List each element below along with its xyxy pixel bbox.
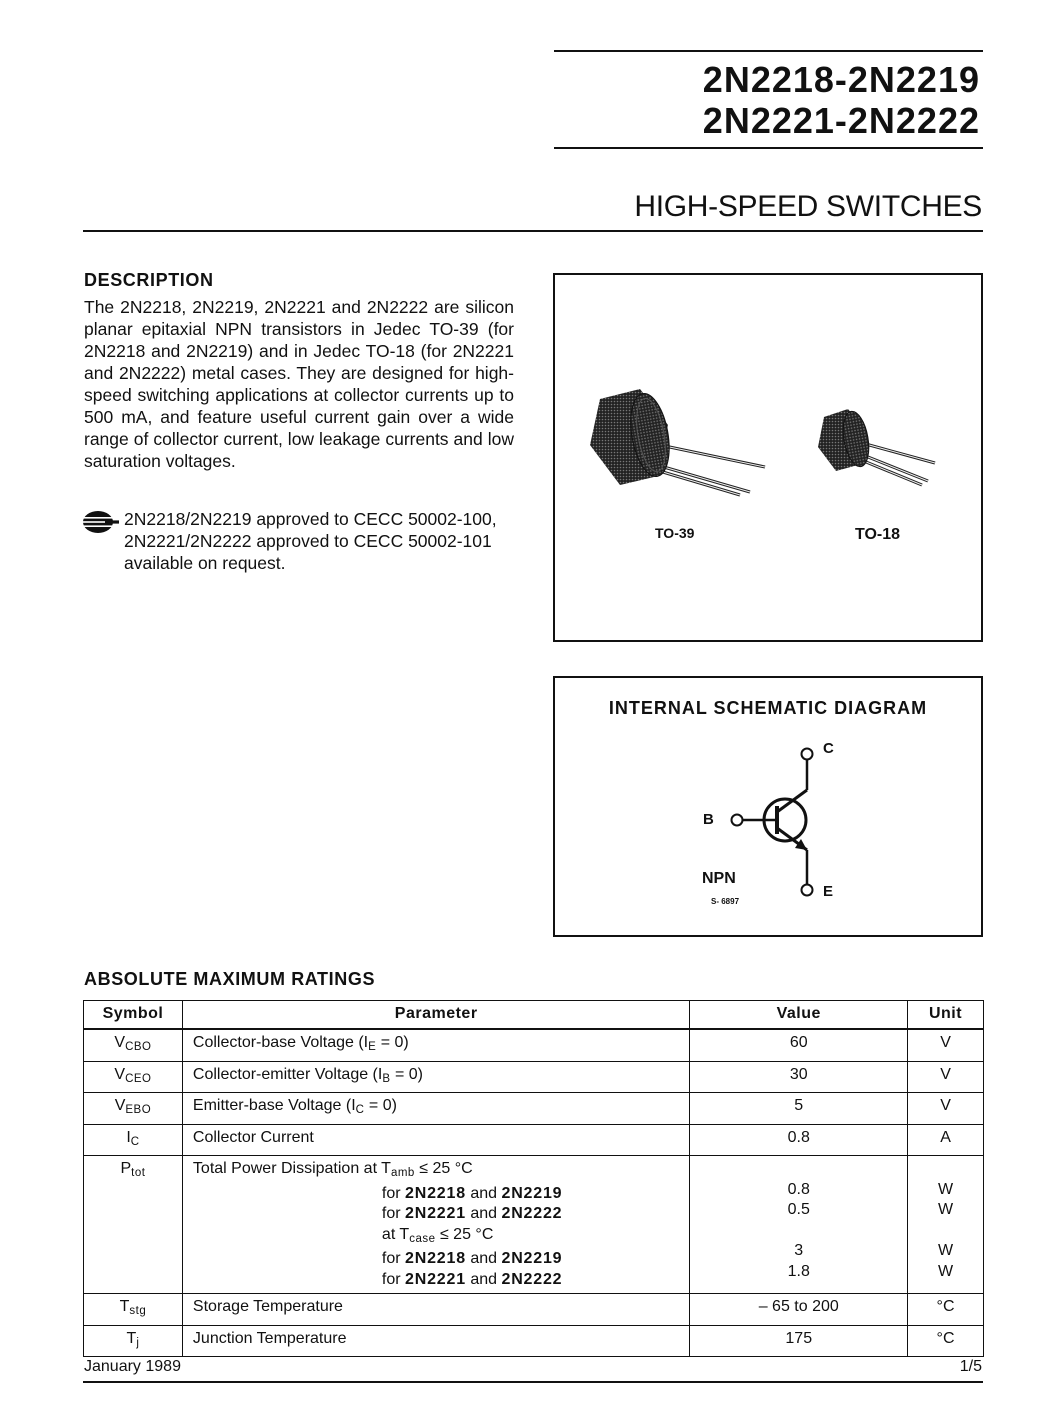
- symbol-cell: $T_j$: [84, 1325, 183, 1357]
- unit-cell: W W W W: [908, 1156, 984, 1294]
- parameter-cell: Storage Temperature: [182, 1294, 690, 1326]
- schematic-code: S- 6897: [711, 897, 740, 906]
- parameter-cell: Collector-base Voltage $(I_E = 0)$: [182, 1029, 690, 1061]
- value-cell: 0.8 0.5 3 1.8: [690, 1156, 908, 1294]
- header-unit: Unit: [908, 1001, 984, 1030]
- header-top-rule: [554, 50, 983, 52]
- description-title: DESCRIPTION: [84, 270, 214, 290]
- footer-rule: [83, 1381, 983, 1383]
- symbol-cell: $I_C$: [84, 1124, 183, 1156]
- table-row-power-dissipation: [84, 1156, 984, 1294]
- table-row: [84, 1124, 984, 1156]
- value-cell: – 65 to 200: [690, 1294, 908, 1326]
- parameter-cell: Junction Temperature: [182, 1325, 690, 1357]
- ratings-title: ABSOLUTE MAXIMUM RATINGS: [84, 969, 376, 989]
- parameter-cell: Emitter-base Voltage $(I_C = 0)$: [182, 1093, 690, 1125]
- to39-package-image: [580, 385, 800, 500]
- parameter-cell: Collector Current: [182, 1124, 690, 1156]
- part-number-line-1: 2N2218-2N2219: [702, 59, 980, 100]
- header-value: Value: [690, 1001, 908, 1030]
- table-row: [84, 1093, 984, 1125]
- value-cell: 30: [690, 1061, 908, 1093]
- pin-c-label: C: [823, 740, 834, 757]
- table-row: [84, 1325, 984, 1357]
- header-mid-rule: [554, 147, 983, 149]
- unit-cell: V: [908, 1093, 984, 1125]
- footer-date: January 1989: [84, 1358, 181, 1375]
- header-bottom-rule: [83, 230, 983, 232]
- part-number-line-2: 2N2221-2N2222: [702, 100, 980, 141]
- ratings-table: [83, 1000, 984, 1357]
- package-figure: [553, 273, 983, 642]
- value-cell: 60: [690, 1029, 908, 1061]
- table-header-row: [84, 1001, 984, 1030]
- unit-cell: °C: [908, 1294, 984, 1326]
- unit-cell: A: [908, 1124, 984, 1156]
- table-row: [84, 1029, 984, 1061]
- parameter-cell: Total Power Dissipation at $T_{amb} \le 25$ °C for 2N2218 and 2N2219 for 2N2221 and 2N2222 at $T_{case} \le 25$ °C for 2N2218 and 2N2219 for 2N2221 and 2N2222: [182, 1156, 690, 1294]
- value-cell: 5: [690, 1093, 908, 1125]
- pin-e-label: E: [823, 883, 834, 900]
- parameter-cell: Collector-emitter Voltage $(I_B = 0)$: [182, 1061, 690, 1093]
- unit-cell: V: [908, 1029, 984, 1061]
- footer-page-number: 1/5: [959, 1358, 982, 1375]
- value-cell: 0.8: [690, 1124, 908, 1156]
- unit-cell: °C: [908, 1325, 984, 1357]
- symbol-cell: $P_{tot}$: [84, 1156, 183, 1294]
- pin-b-label: B: [703, 811, 714, 828]
- to18-label: TO-18: [855, 526, 901, 543]
- symbol-cell: $V_{EBO}$: [84, 1093, 183, 1125]
- description-body: The 2N2218, 2N2219, 2N2221 and 2N2222 are silicon planar epitaxial NPN transistors in Jedec TO-39 (for 2N2218 and 2N2219) and in Jedec TO-18 (for 2N2221 and 2N2222) metal cases. They are designed for high-speed switching applications at collector currents up to 500 mA, and feature useful current gain over a wide range of collector current, low leakage currents and low saturation voltages.: [84, 297, 514, 471]
- table-row: [84, 1061, 984, 1093]
- symbol-cell: $V_{CEO}$: [84, 1061, 183, 1093]
- unit-cell: V: [908, 1061, 984, 1093]
- table-row: [84, 1294, 984, 1326]
- cecc-logo-icon: [83, 510, 119, 534]
- approval-note: 2N2218/2N2219 approved to CECC 50002-100, 2N2221/2N2222 approved to CECC 50002-101 available on request.: [124, 509, 497, 573]
- npn-label: NPN: [702, 870, 736, 887]
- schematic-figure: [553, 676, 983, 937]
- header-parameter: Parameter: [182, 1001, 690, 1030]
- header-symbol: Symbol: [84, 1001, 183, 1030]
- symbol-cell: $V_{CBO}$: [84, 1029, 183, 1061]
- to39-label: TO-39: [655, 525, 695, 541]
- page-subtitle: HIGH-SPEED SWITCHES: [634, 190, 982, 223]
- schematic-title: INTERNAL SCHEMATIC DIAGRAM: [608, 698, 928, 718]
- to18-package-image: [810, 405, 950, 495]
- value-cell: 175: [690, 1325, 908, 1357]
- symbol-cell: $T_{stg}$: [84, 1294, 183, 1326]
